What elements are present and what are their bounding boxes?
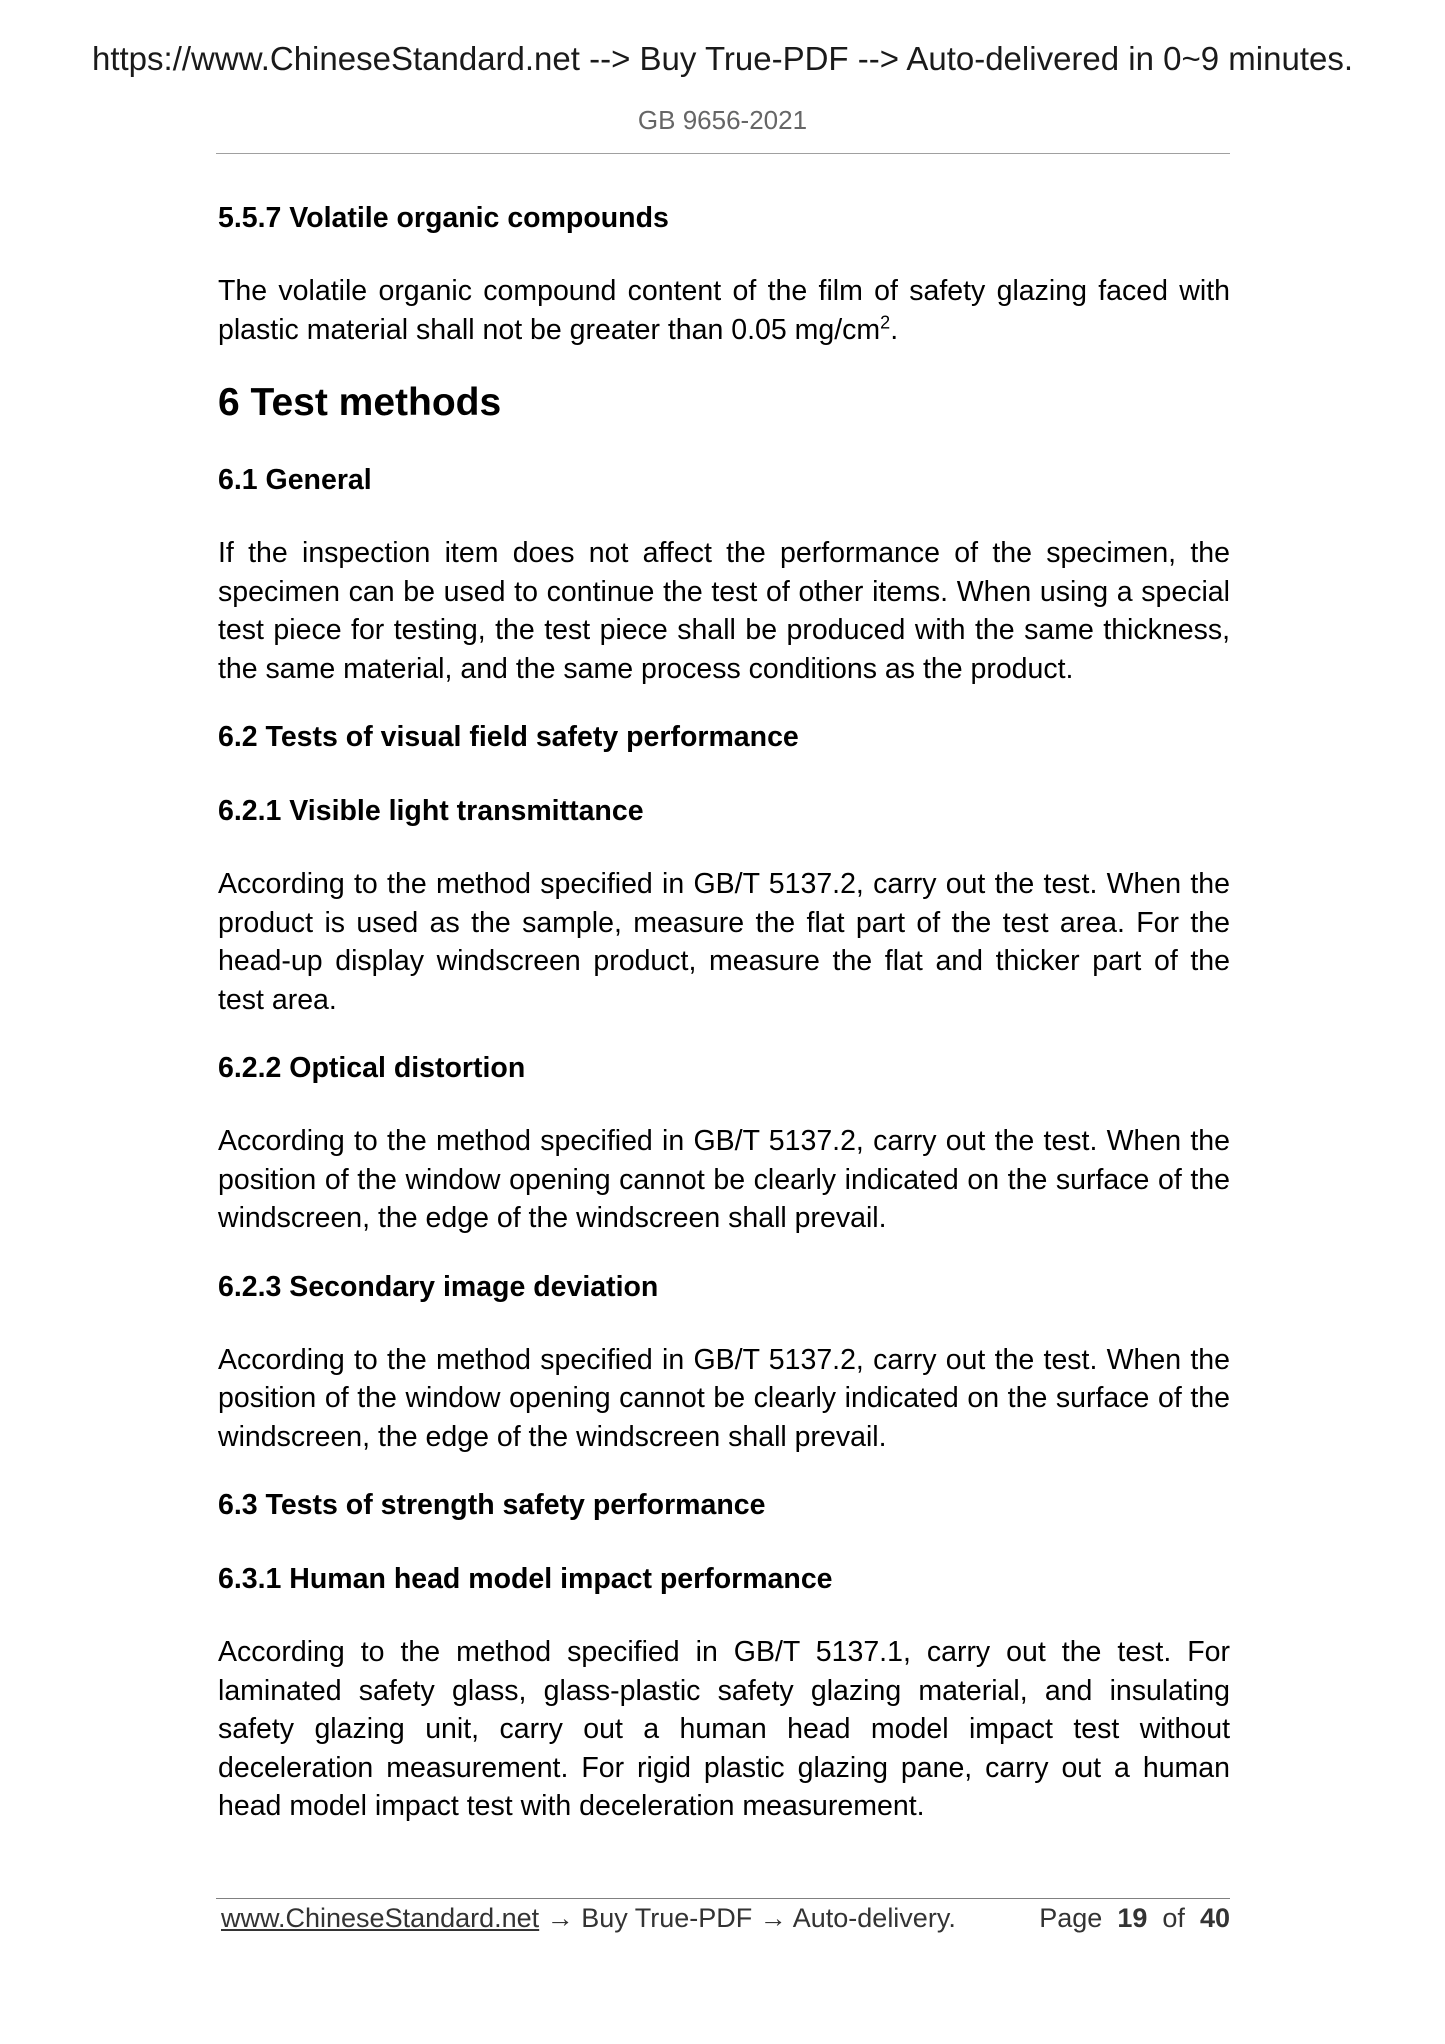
header-divider [216, 153, 1230, 154]
section-6-2-2-text: According to the method specified in GB/T 5137.2, carry out the test. When the position of the window opening cannot be clearly indicated on the surface of the windscreen, the edge of the windscreen shall prevail. [218, 1125, 1230, 1234]
section-6-2-1-text: According to the method specified in GB/T 5137.2, carry out the test. When the product is used as the sample, measure the flat part of the test area. For the head-up display windscreen product, measure the flat and thicker part of the test area. [218, 868, 1230, 1016]
section-6-3-1-heading: 6.3.1 Human head model impact performance [218, 1563, 833, 1595]
top-banner: https://www.ChineseStandard.net --> Buy True-PDF --> Auto-delivered in 0~9 minutes. [91, 40, 1354, 77]
superscript-exponent: 2 [880, 312, 891, 332]
page-indicator [1039, 1903, 1230, 1934]
section-6-2-3-text: According to the method specified in GB/T 5137.2, carry out the test. When the position of the window opening cannot be clearly indicated on the surface of the windscreen, the edge of the windscreen shall prevail. [218, 1343, 1230, 1453]
section-6-2-2-heading: 6.2.2 Optical distortion [218, 1052, 526, 1084]
page-content [218, 198, 1230, 1855]
footer-tagline: → Buy True-PDF → Auto-delivery. [539, 1903, 956, 1933]
section-6-1-heading: 6.1 General [218, 464, 372, 496]
document-code: GB 9656-2021 [637, 105, 808, 135]
section-5-5-7-heading: 5.5.7 Volatile organic compounds [218, 202, 669, 234]
section-6-1-text: If the inspection item does not affect the performance of the specimen, the specimen can be used to continue the test of other items. When using a special test piece for testing, the test piece shall be produced with the same thickness, the same material, and the same process conditions as the product. [218, 537, 1230, 685]
section-6-3-heading: 6.3 Tests of strength safety performance [218, 1489, 766, 1521]
footer-left [221, 1903, 956, 1934]
page-footer [221, 1903, 1230, 1934]
page-label: Page [1039, 1903, 1103, 1933]
section-6-2-1-heading: 6.2.1 Visible light transmittance [218, 795, 644, 827]
page-total: 40 [1199, 1903, 1230, 1933]
page-of: of [1162, 1903, 1185, 1933]
section-6-2-heading: 6.2 Tests of visual field safety performance [218, 721, 799, 753]
page-number: 19 [1117, 1903, 1148, 1933]
section-5-5-7-body: The volatile organic compound content of the film of safety glazing faced with plastic material shall not be greater than 0.05 mg/cm [218, 275, 1230, 346]
section-6-2-3-heading: 6.2.3 Secondary image deviation [218, 1270, 659, 1303]
section-6-3-1-text: According to the method specified in GB/T 5137.1, carry out the test. For laminated safety glass, glass-plastic safety glazing material, and insulating safety glazing unit, carry out a human head model impact test without deceleration measurement. For rigid plastic glazing pane, carry out a human head model impact test with deceleration measurement. [218, 1636, 1230, 1822]
footer-divider [216, 1898, 1230, 1899]
footer-site-link[interactable]: www.ChineseStandard.net [221, 1903, 540, 1933]
section-6-heading: 6 Test methods [218, 381, 502, 424]
section-5-5-7-text [218, 272, 1230, 349]
sentence-end: . [890, 313, 899, 346]
